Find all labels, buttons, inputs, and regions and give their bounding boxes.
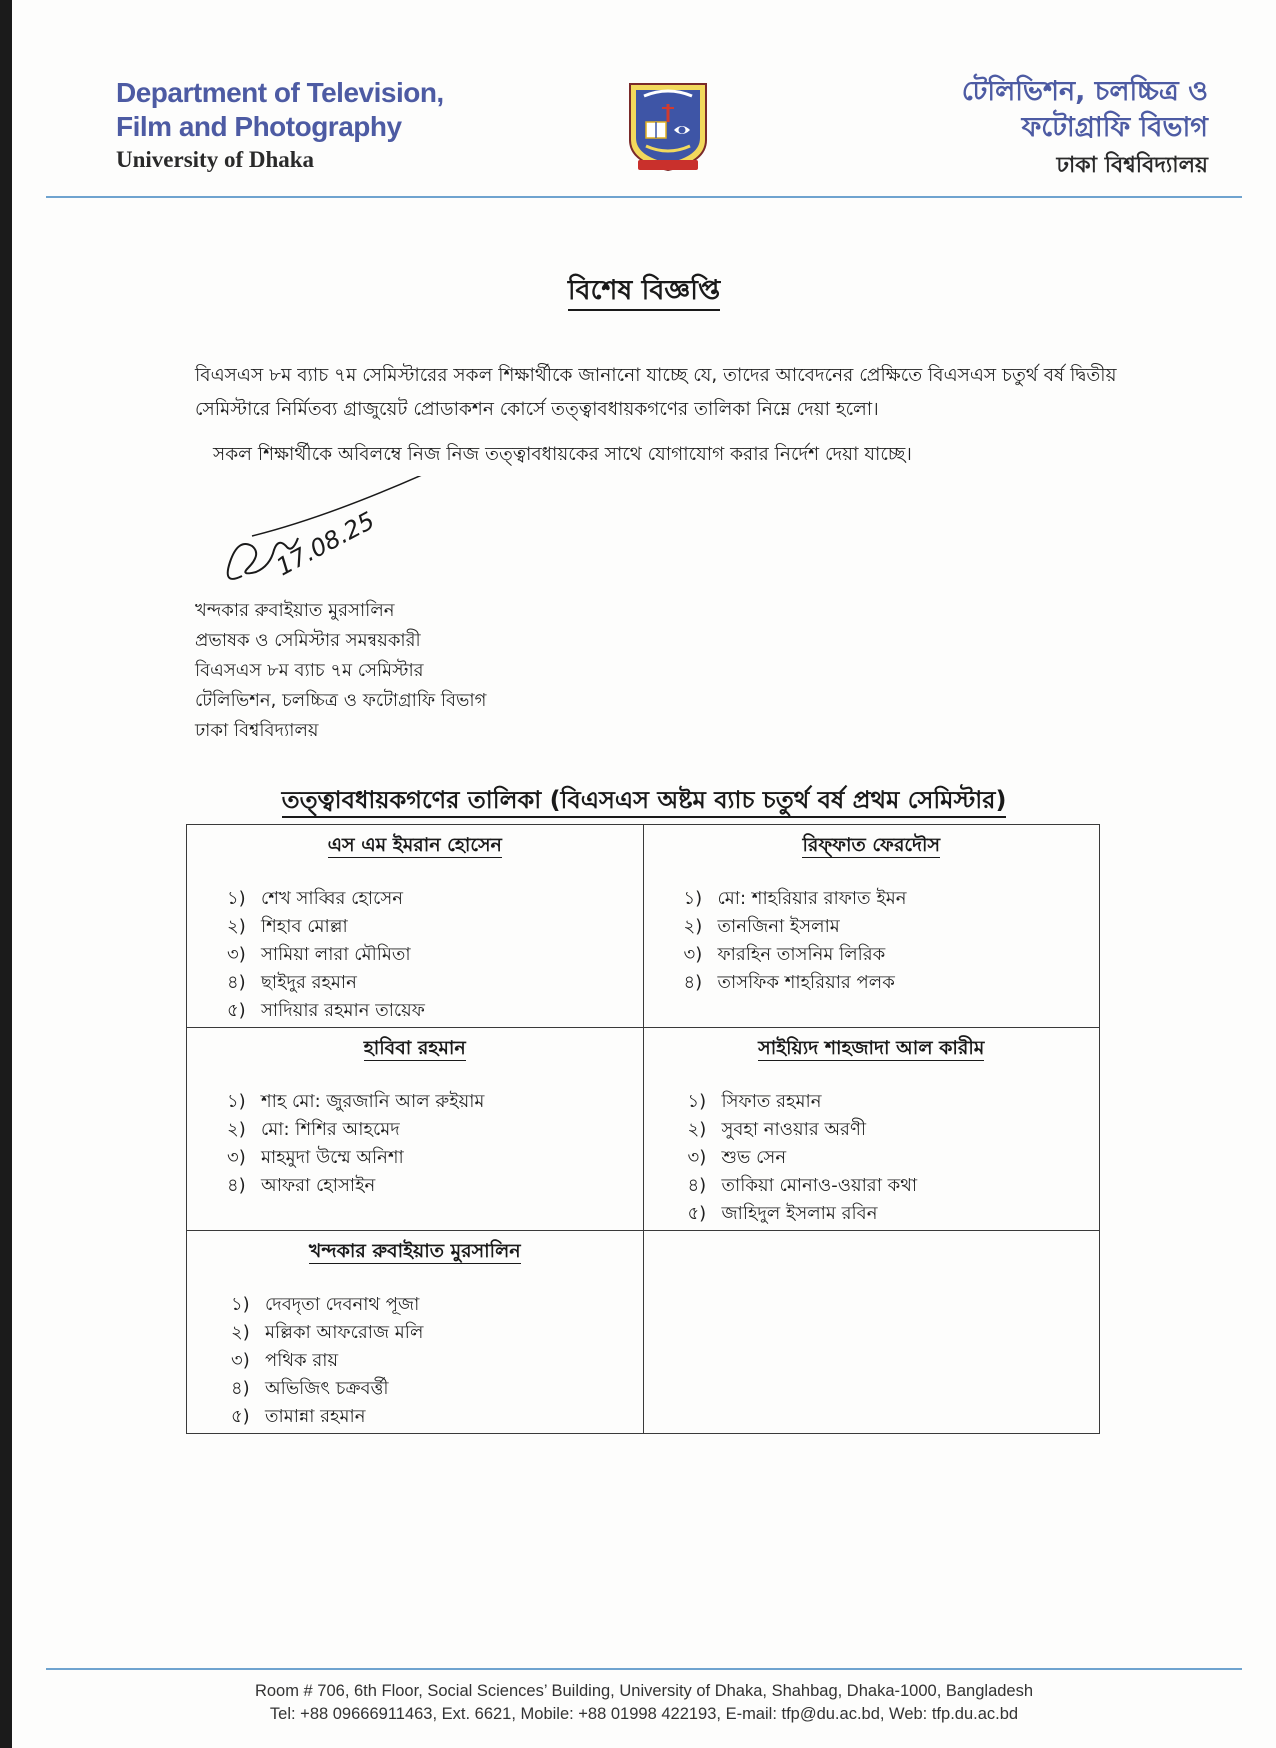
list-item: ১) শেখ সাব্বির হোসেন	[227, 888, 403, 909]
signatory-block	[195, 596, 486, 746]
header-divider	[46, 196, 1242, 198]
list-item: ১) সিফাত রহমান	[687, 1091, 822, 1112]
signatory-name: খন্দকার রুবাইয়াত মুরসালিন	[195, 600, 395, 621]
supervisor-cell	[187, 1231, 644, 1434]
footer-divider	[46, 1668, 1242, 1670]
signatory-batch: বিএসএস ৮ম ব্যাচ ৭ম সেমিস্টার	[195, 660, 424, 681]
list-item: ১) দেবদৃতা দেবনাথ পূজা	[231, 1294, 420, 1315]
dept-name-en-line1: Department of Television,	[116, 77, 444, 108]
student-list	[187, 1291, 643, 1431]
list-item: ৫) জাহিদুল ইসলাম রবিন	[687, 1203, 878, 1224]
student-list	[187, 1088, 643, 1200]
supervisor-cell	[643, 1028, 1100, 1231]
dept-name-bn-line2: ফটোগ্রাফি বিভাগ	[1021, 112, 1208, 143]
header-bangla	[962, 74, 1208, 185]
supervisor-list-title: তত্ত্বাবধায়কগণের তালিকা (বিএসএস অষ্টম ব্যাচ চতুর্থ বর্ষ প্রথম সেমিস্টার)	[12, 782, 1276, 822]
list-item: ২) মো: শিশির আহমেদ	[227, 1119, 400, 1140]
scan-edge	[0, 0, 12, 1748]
header-english	[116, 76, 444, 173]
list-item: ২) তানজিনা ইসলাম	[683, 916, 840, 937]
notice-title: বিশেষ বিজ্ঞপ্তি	[12, 270, 1276, 315]
empty-cell	[643, 1231, 1100, 1434]
signatory-department: টেলিভিশন, চলচ্চিত্র ও ফটোগ্রাফি বিভাগ	[195, 690, 487, 711]
list-item: ২) শিহাব মোল্লা	[227, 916, 348, 937]
list-item: ৩) মাহমুদা উম্মে অনিশা	[227, 1147, 404, 1168]
footer-phone-email: Tel: +88 09666911463, Ext. 6621, Mobile: +88 01998 422193, E-mail: tfp@du.ac.bd, Web: tfp.du.ac.bd	[269, 1705, 1019, 1723]
supervisor-cell	[643, 825, 1100, 1028]
supervisor-name: রিফ্ফাত ফেরদৌস	[802, 834, 940, 856]
signatory-designation: প্রভাষক ও সেমিস্টার সমন্বয়কারী	[195, 630, 421, 651]
list-item: ১) মো: শাহরিয়ার রাফাত ইমন	[683, 888, 907, 909]
notice-paragraph-1: বিএসএস ৮ম ব্যাচ ৭ম সেমিস্টারের সকল শিক্ষার্থীকে জানানো যাচ্ছে যে, তাদের আবেদনের প্রেক্ষিতে বিএসএস চতুর্থ বর্ষ দ্বিতীয় সেমিস্টারে নির্মিতব্য গ্রাজুয়েট প্রোডাকশন কোর্সে তত্ত্বাবধায়কগণের তালিকা নিম্নে দেয়া হলো।	[195, 365, 1117, 420]
university-name-bn: ঢাকা বিশ্ববিদ্যালয়	[1056, 153, 1208, 178]
list-item: ৩) সামিয়া লারা মৌমিতা	[227, 944, 411, 965]
list-item: ৩) ফারহিন তাসনিম লিরিক	[683, 944, 886, 965]
list-item: ৪) তাকিয়া মোনাও-ওয়ারা কথা	[687, 1175, 918, 1196]
list-item: ৪) অভিজিৎ চক্রবর্ত্তী	[231, 1378, 389, 1399]
list-item: ৫) সাদিয়ার রহমান তায়েফ	[227, 1000, 425, 1021]
signatory-university: ঢাকা বিশ্ববিদ্যালয়	[195, 720, 319, 741]
footer-contact	[12, 1680, 1276, 1726]
signature-date: 17.08.25	[271, 506, 380, 582]
footer-address: Room # 706, 6th Floor, Social Sciences’ Building, University of Dhaka, Shahbag, Dhaka-1000, Bangladesh	[254, 1682, 1034, 1700]
list-item: ৩) পথিক রায়	[231, 1350, 339, 1371]
university-logo-icon	[624, 78, 712, 174]
list-item: ৪) আফরা হোসাইন	[227, 1175, 376, 1196]
supervisor-cell	[187, 825, 644, 1028]
supervisor-name: এস এম ইমরান হোসেন	[327, 834, 502, 856]
table-row	[187, 1231, 1100, 1434]
list-item: ৪) তাসফিক শাহরিয়ার পলক	[683, 972, 895, 993]
table-row	[187, 825, 1100, 1028]
student-list	[644, 1088, 1100, 1228]
dept-name-en-line2: Film and Photography	[116, 111, 402, 142]
student-list	[187, 885, 643, 1025]
student-list	[644, 885, 1100, 997]
list-item: ২) সুবহা নাওয়ার অরণী	[687, 1119, 866, 1140]
notice-paragraph-2: সকল শিক্ষার্থীকে অবিলম্বে নিজ নিজ তত্ত্বাবধায়কের সাথে যোগাযোগ করার নির্দেশ দেয়া যাচ্ছে।	[213, 444, 912, 465]
supervisor-name: সাইয়্যিদ শাহজাদা আল কারীম	[758, 1037, 985, 1059]
list-item: ৩) শুভ সেন	[687, 1147, 787, 1168]
supervisor-name: হাবিবা রহমান	[363, 1037, 466, 1059]
supervisor-cell	[187, 1028, 644, 1231]
supervisor-table	[186, 824, 1100, 1434]
list-item: ১) শাহ মো: জুরজানি আল রুইয়াম	[227, 1091, 485, 1112]
supervisor-name: খন্দকার রুবাইয়াত মুরসালিন	[308, 1240, 521, 1262]
document-page	[12, 0, 1276, 1748]
table-row	[187, 1028, 1100, 1231]
list-item: ৫) তামান্না রহমান	[231, 1406, 366, 1427]
list-item: ২) মল্লিকা আফরোজ মলি	[231, 1322, 424, 1343]
handwritten-signature	[212, 476, 432, 596]
university-name-en: University of Dhaka	[116, 147, 315, 172]
list-item: ৪) ছাইদুর রহমান	[227, 972, 357, 993]
dept-name-bn-line1: টেলিভিশন, চলচ্চিত্র ও	[961, 76, 1208, 107]
